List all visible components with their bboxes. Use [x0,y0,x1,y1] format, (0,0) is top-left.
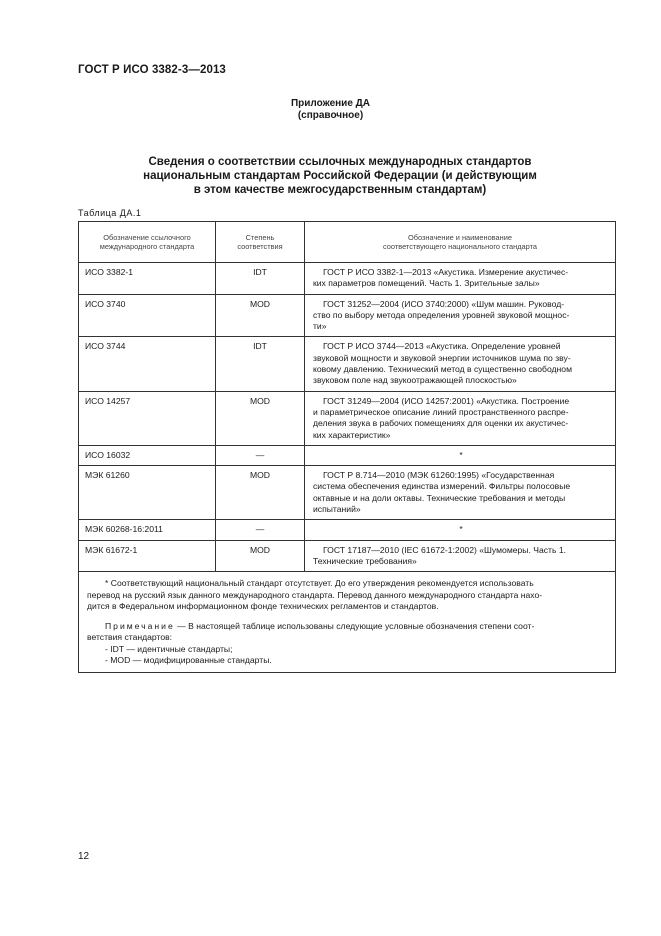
cell-national-standard [305,337,616,391]
title-line-2: национальным стандартам Российской Федерации (и действующим [143,170,537,182]
table-caption: Таблица ДА.1 [78,208,142,218]
cell-national-standard [305,466,616,520]
page-number: 12 [78,851,90,862]
national-standard-line: испытаний» [313,504,361,515]
national-standard-line: ГОСТ 31249—2004 (ИСО 14257:2001) «Акустика. Построение [323,395,570,406]
header-national-line-1: Обозначение и наименование [408,232,512,242]
section-title [120,155,560,197]
cell-degree: MOD [216,540,305,572]
header-national-standard [305,222,616,263]
cell-intl-standard: МЭК 60268-16:2011 [79,520,216,540]
appendix-heading [0,98,661,122]
national-standard-line: * [459,524,463,535]
cell-intl-standard: МЭК 61260 [79,466,216,520]
cell-degree: MOD [216,294,305,337]
national-standard-line: ство по выбору метода определения уровней звуковой мощнос- [313,309,570,320]
national-standard-line: ГОСТ Р 8.714—2010 (МЭК 61260:1995) «Государственная [323,470,555,481]
table-footnote-row [79,572,616,673]
national-standard-line: система обеспечения единства измерений. Фильтры полосовые [313,481,571,492]
appendix-title: Приложение ДА [290,98,371,109]
table-header-row [79,222,616,263]
header-intl-line-1: Обозначение ссылочного [103,232,191,242]
cell-intl-standard: ИСО 3740 [79,294,216,337]
cell-degree: — [216,445,305,465]
table-row [79,263,616,295]
document-header: ГОСТ Р ИСО 3382-3—2013 [78,64,226,76]
note-line-1 [87,621,607,632]
national-standard-line: ГОСТ 17187—2010 (IEC 61672-1:2002) «Шумомеры. Часть 1. [323,544,567,555]
header-intl-line-2: международного стандарта [99,242,195,251]
cell-national-standard [305,294,616,337]
table-row [79,391,616,445]
cell-national-standard [305,263,616,295]
cell-national-standard [305,391,616,445]
cell-national-standard [305,540,616,572]
table-row [79,294,616,337]
note-line-2: ветствия стандартов: [87,632,173,643]
header-degree-line-1: Степень [245,232,275,242]
cell-degree: — [216,520,305,540]
cell-degree: IDT [216,263,305,295]
national-standard-line: ГОСТ Р ИСО 3744—2013 «Акустика. Определение уровней [323,341,561,352]
correspondence-table [78,221,616,673]
national-standard-line: октавные и на доли октавы. Технические требования и методы [313,492,566,503]
cell-degree: MOD [216,391,305,445]
title-line-1: Сведения о соответствии ссылочных международных стандартов [148,156,532,168]
national-standard-line: звуковой мощности и звуковой энергии источников шума по зву- [313,352,571,363]
national-standard-line: ти» [313,321,327,332]
note-list [87,644,607,667]
note-item-mod: - MOD — модифицированные стандарты. [105,655,272,666]
national-standard-line: ГОСТ Р ИСО 3382-1—2013 «Акустика. Измерение акустичес- [323,267,569,277]
national-standard-line: ких характеристик» [313,429,391,440]
header-degree-line-2: соответствия [237,242,283,251]
cell-intl-standard: ИСО 16032 [79,445,216,465]
cell-intl-standard: ИСО 3382-1 [79,263,216,295]
table-row [79,466,616,520]
national-standard-line: ких параметров помещений. Часть 1. Зрительные залы» [313,278,540,289]
note-text-1: — В настоящей таблице использованы следующие условные обозначения степени соот- [174,621,535,632]
footnote-cell [79,572,616,673]
title-line-3: в этом качестве межгосударственным стандартам) [193,184,487,196]
footnote-line-3: дится в Федеральном информационном фонде технических регламентов и стандартов. [87,600,439,611]
national-standard-line: звуковом поле над звукоотражающей плоскостью» [313,375,517,386]
cell-national-standard [305,445,616,465]
national-standard-line: * [459,449,463,460]
cell-intl-standard: ИСО 14257 [79,391,216,445]
footnote-line-2: перевод на русский язык данного международного стандарта. Перевод данного международного стандарта нахо- [87,589,543,600]
note-item-idt: - IDT — идентичные стандарты; [105,643,233,654]
national-standard-line: ковому давлению. Технический метод в существенно свободном [313,364,572,375]
national-standard-line: и параметрическое описание линий пространственного распре- [313,406,569,417]
footnote-line-1: * Соответствующий национальный стандарт отсутствует. До его утверждения рекомендуется использовать [105,578,534,589]
cell-intl-standard: МЭК 61672-1 [79,540,216,572]
header-intl-standard [79,222,216,263]
header-national-line-2: соответствующего национального стандарта [383,242,537,251]
note-label: Примечание [105,621,175,632]
table-row [79,520,616,540]
table-row [79,445,616,465]
header-degree [216,222,305,263]
cell-intl-standard: ИСО 3744 [79,337,216,391]
cell-national-standard [305,520,616,540]
national-standard-line: деления звука в рабочих помещениях для оценки их акустичес- [313,418,569,429]
cell-degree: IDT [216,337,305,391]
national-standard-line: ГОСТ 31252—2004 (ИСО 3740:2000) «Шум машин. Руковод- [323,298,565,309]
appendix-subtitle: (справочное) [297,110,364,121]
cell-degree: MOD [216,466,305,520]
national-standard-line: Технические требования» [313,555,417,566]
table-row [79,540,616,572]
table-row [79,337,616,391]
